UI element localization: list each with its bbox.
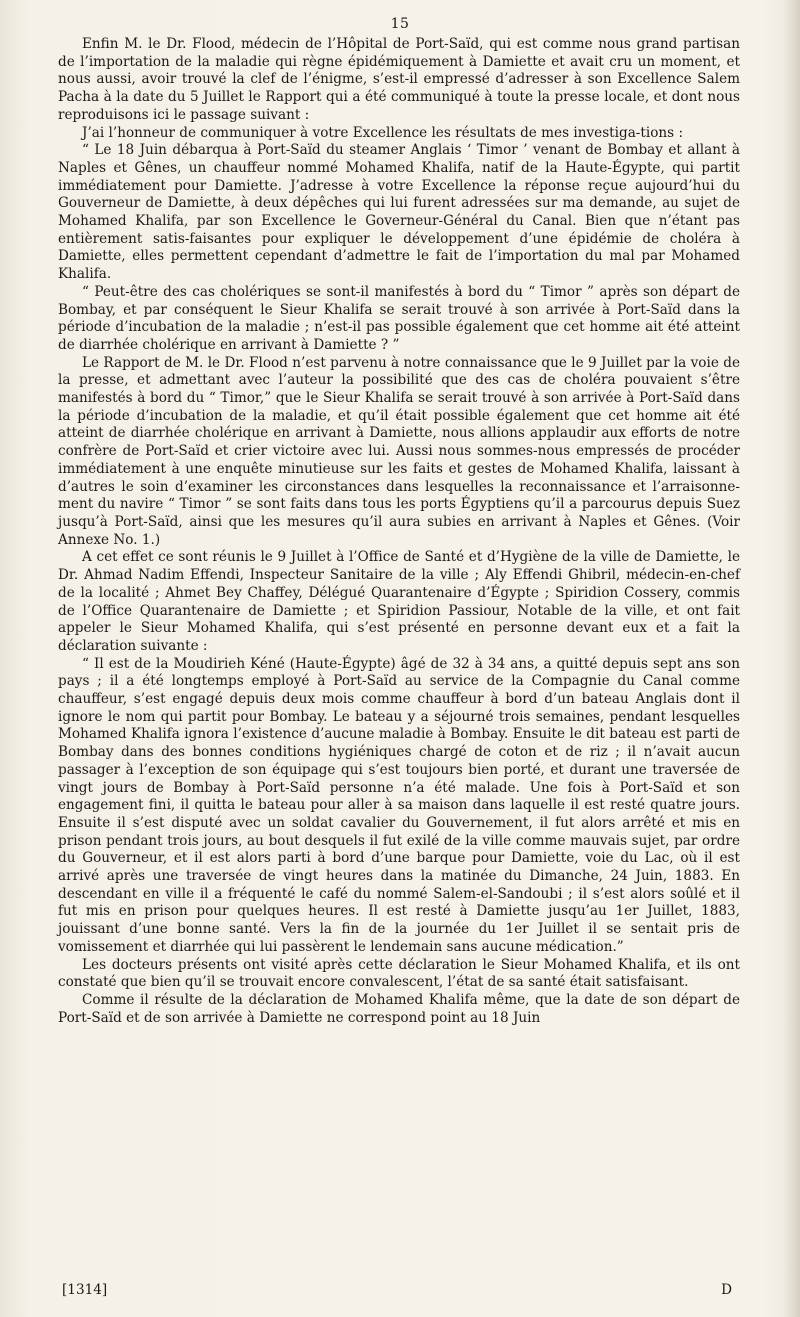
paragraph-examination: Les docteurs présents ont visité après cette déclaration le Sieur Mohamed Khalifa, et ils ont constaté que bien qu’il se trouvait encore convalescent, l’état de sa santé était satisfaisant.	[58, 956, 740, 991]
page-number: 15	[390, 16, 410, 32]
paragraph-committee: A cet effet ce sont réunis le 9 Juillet à l’Office de Santé et d’Hygiène de la ville de Damiette, le Dr. Ahmad Nadim Effendi, Inspecteur Sanitaire de la ville ; Aly Effendi Ghibril, médecin-en-chef de la localité ; Ahmet Bey Chaffey, Délégué Quarantenaire d’Égypte ; Spiridion Cossery, commis de l’Office Quarantenaire de Damiette ; et Spiridion Passiour, Notable de la ville, et ont fait appeler le Sieur Mohamed Khalifa, qui s’est présenté en personne devant eux et a fait la déclaration suivante :	[58, 549, 740, 654]
paragraph-inquiry: Le Rapport de M. le Dr. Flood n’est parvenu à notre connaissance que le 9 Juillet par la voie de la presse, et admettant avec l’auteur la possibilité que des cas de choléra pouvaient s’être manifestés à bord du “ Timor,” que le Sieur Khalifa se serait trouvé à son arrivée à Port-Saïd dans la période d’incubation de la maladie, et qu’il était possible également que cet homme ait été atteint de diarrhée cholérique en arrivant à Damiette, nous allions applaudir aux efforts de notre confrère de Port-Saïd et crier victoire avec lui. Aussi nous sommes-nous empressés de procéder immédiatement à une enquête minutieuse sur les faits et gestes de Mohamed Khalifa, laissant à d’autres le soin d’examiner les circonstances dans lesquelles la reconnaissance et l’arraisonne-ment du navire “ Timor ” se sont faits dans tous les ports Égyptiens qu’il a parcourus depuis Suez jusqu’à Port-Saïd, ainsi que les mesures qu’il aura subies en arrivant à Naples et Gênes. (Voir Annexe No. 1.)	[58, 354, 740, 548]
paragraph-report-question: “ Peut-être des cas cholériques se sont-il manifestés à bord du “ Timor ” après son départ de Bombay, et par conséquent le Sieur Khalifa se serait trouvé à son arrivée à Port-Saïd dans la période d’incubation de la maladie ; n’est-il pas possible également que cet homme ait été atteint de diarrhée cholérique en arrivant à Damiette ? ”	[58, 283, 740, 353]
paragraph-report-quote: “ Le 18 Juin débarqua à Port-Saïd du steamer Anglais ‘ Timor ’ venant de Bombay et allant à Naples et Gênes, un chauffeur nommé Mohamed Khalifa, natif de la Haute-Égypte, qui partit immédiatement pour Damiette. J’adresse à votre Excellence la réponse reçue aujourd’hui du Gouverneur de Damiette, à deux dépêches qui lui furent adressées sur ma demande, au sujet de Mohamed Khalifa, par son Excellence le Governeur-Général du Canal. Bien que n’étant pas entièrement satis-faisantes pour expliquer le développement d’une épidémie de choléra à Damiette, elles permettent cependant d’admettre le fait de l’importation du mal par Mohamed Khalifa.	[58, 142, 740, 283]
paragraph-declaration: “ Il est de la Moudirieh Kéné (Haute-Égypte) âgé de 32 à 34 ans, a quitté depuis sept ans son pays ; il a été longtemps employé à Port-Saïd au service de la Compagnie du Canal comme chauffeur, s’est engagé depuis deux mois comme chauffeur à bord d’un bateau Anglais dont il ignore le nom qui partit pour Bombay. Le bateau y a séjourné trois semaines, pendant lesquelles Mohamed Khalifa ignora l’existence d’aucune maladie à Bombay. Ensuite le dit bateau est parti de Bombay dans des bonnes conditions hygiéniques chargé de coton et de riz ; il n’avait aucun passager à l’exception de son équipage qui s’est toujours bien porté, et durant une traversée de vingt jours de Bombay à Port-Saïd personne n’a été malade. Une fois à Port-Saïd et son engagement fini, il quitta le bateau pour aller à sa maison dans laquelle il est resté quatre jours. Ensuite il s’est disputé avec un soldat cavalier du Gouvernement, il fut alors arrêté et mis en prison pendant trois jours, au bout desquels il fut exilé de la ville comme mauvais sujet, par ordre du Gouverneur, et il est alors parti à bord d’une barque pour Damiette, voie du Lac, où il est arrivé après une traversée de vingt heures dans la matinée du Dimanche, 24 Juin, 1883. En descendant en ville il a fréquenté le café du nommé Salem-el-Sandoubi ; il s’est alors soûlé et il fut mis en prison pour quelques heures. Il est resté à Damiette jusqu’au 1er Juillet, 1883, jouissant d’une bonne santé. Vers la fin de la journée du 1er Juillet il se sentait pris de vomissement et diarrhée qui lui passèrent le lendemain sans aucune médication.”	[58, 655, 740, 955]
document-reference: [1314]	[62, 1282, 108, 1298]
paragraph-conclusion: Comme il résulte de la déclaration de Mohamed Khalifa même, que la date de son départ de Port-Saïd et de son arrivée à Damiette ne correspond point au 18 Juin	[58, 991, 740, 1026]
paragraph-honour: J’ai l’honneur de communiquer à votre Excellence les résultats de mes investiga-tions :	[82, 124, 684, 141]
signature-mark: D	[721, 1282, 732, 1298]
paragraph-intro: Enfin M. le Dr. Flood, médecin de l’Hôpital de Port-Saïd, qui est comme nous grand partisan de l’importation de la maladie qui règne épidémiquement à Damiette et avait cru un moment, et nous aussi, avoir trouvé la clef de l’énigme, s’est-il empressé d’adresser à son Excellence Salem Pacha à la date du 5 Juillet le Rapport qui a été communiqué à toute la presse locale, et dont nous reproduisons ici le passage suivant :	[58, 36, 740, 123]
page-edge-shadow	[784, 0, 800, 1317]
body-text	[58, 36, 740, 1027]
